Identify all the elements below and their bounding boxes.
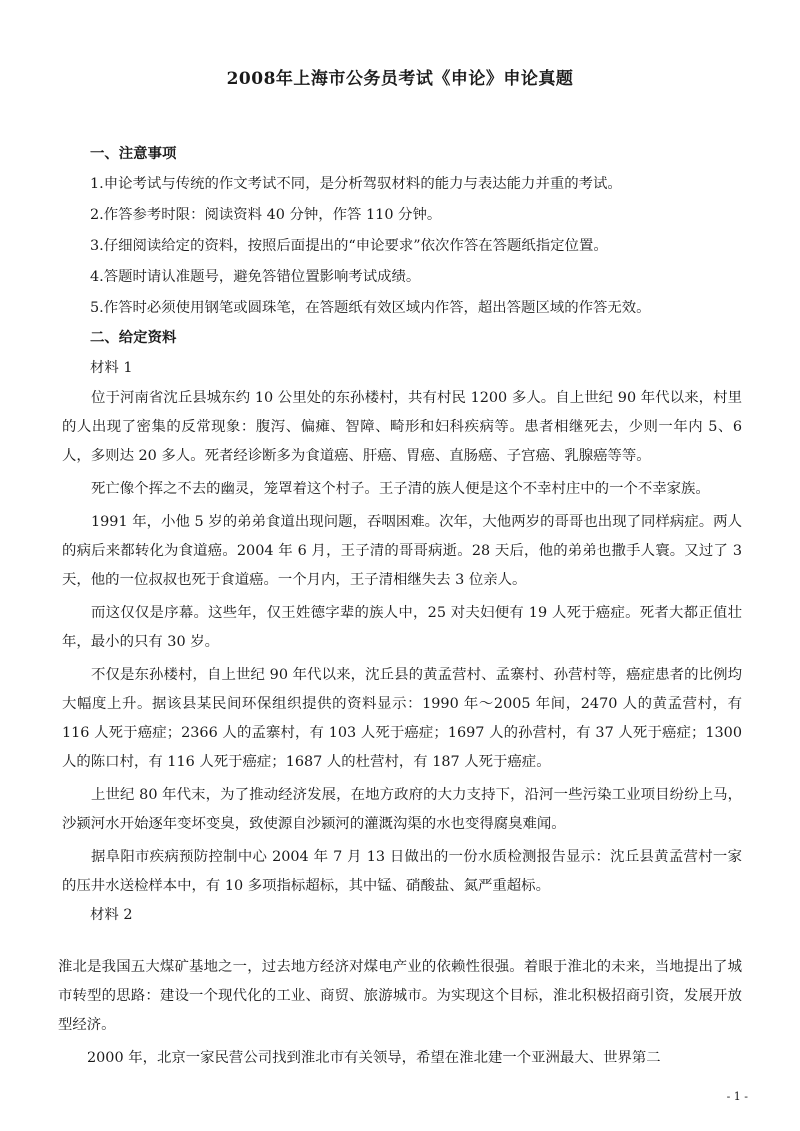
- paragraph: 2000 年，北京一家民营公司找到淮北市有关领导，希望在淮北建一个亚洲最大、世界第二: [87, 1050, 661, 1066]
- paragraph: 不仅是东孙楼村，自上世纪 90 年代以来，沈丘县的黄孟营村、孟寨村、孙营村等，癌症患者的比例均大幅度上升。据该县某民间环保组织提供的资料显示：1990 年～2005 年间，2470 人的黄孟营村，有 116 人死于癌症；2366 人的孟寨村，有 103 人死于癌症；1697 人的孙营村，有 37 人死于癌症；1300 人的陈口村，有 116 人死于癌症；1687 人的杜营村，有 187 人死于癌症。: [62, 667, 742, 770]
- page-number: - 1 -: [726, 1090, 748, 1103]
- material-2-text: [58, 953, 742, 1073]
- notice-item: 1.申论考试与传统的作文考试不同，是分析驾驭材料的能力与表达能力并重的考试。: [90, 176, 622, 192]
- material-2-label: 材料 2: [90, 907, 133, 923]
- paragraph: 淮北是我国五大煤矿基地之一，过去地方经济对煤电产业的依赖性很强。着眼于淮北的未来，当地提出了城市转型的思路：建设一个现代化的工业、商贸、旅游城市。为实现这个目标，淮北积极招商引资，发展开放型经济。: [58, 959, 742, 1033]
- paragraph: 而这仅仅是序幕。这些年，仅王姓德字辈的族人中，25 对夫妇便有 19 人死于癌症。死者大都正值壮年，最小的只有 30 岁。: [62, 605, 742, 650]
- section-heading-notice: 一、注意事项: [90, 146, 177, 162]
- material-1-text: [62, 384, 742, 901]
- material-1-label: 材料 1: [90, 360, 133, 376]
- paragraph: 1991 年，小他 5 岁的弟弟食道出现问题，吞咽困难。次年，大他两岁的哥哥也出现了同样病症。两人的病后来都转化为食道癌。2004 年 6 月，王子清的哥哥病逝。28 天后，他的弟弟也撒手人寰。又过了 3 天，他的一位叔叔也死于食道癌。一个月内，王子清相继失去 3 位亲人。: [62, 514, 742, 588]
- document-body: [58, 128, 742, 1073]
- paragraph: 位于河南省沈丘县城东约 10 公里处的东孙楼村，共有村民 1200 多人。自上世纪 90 年代以来，村里的人出现了密集的反常现象：腹泻、偏瘫、智障、畸形和妇科疾病等。患者相继死去，少则一年内 5、6 人，多则达 20 多人。死者经诊断多为食道癌、肝癌、胃癌、直肠癌、子宫癌、乳腺癌等等。: [62, 390, 742, 464]
- paragraph: 死亡像个挥之不去的幽灵，笼罩着这个村子。王子清的族人便是这个不幸村庄中的一个不幸家族。: [91, 481, 710, 497]
- paragraph: 上世纪 80 年代末，为了推动经济发展，在地方政府的大力支持下，沿河一些污染工业项目纷纷上马，沙颍河水开始逐年变坏变臭，致使源自沙颍河的灌溉沟渠的水也变得腐臭难闻。: [62, 787, 742, 832]
- paragraph: 据阜阳市疾病预防控制中心 2004 年 7 月 13 日做出的一份水质检测报告显示：沈丘县黄孟营村一家的压井水送检样本中，有 10 多项指标超标，其中锰、硝酸盐、氮严重超标。: [62, 849, 742, 894]
- notice-item: 5.作答时必须使用钢笔或圆珠笔，在答题纸有效区域内作答，超出答题区域的作答无效。: [90, 300, 651, 316]
- page-title: 2008年上海市公务员考试《申论》申论真题: [226, 69, 574, 89]
- notice-item: 2.作答参考时限：阅读资料 40 分钟，作答 110 分钟。: [90, 207, 442, 223]
- section-heading-materials: 二、给定资料: [90, 330, 177, 346]
- notice-item: 4.答题时请认准题号，避免答错位置影响考试成绩。: [90, 269, 421, 285]
- notice-item: 3.仔细阅读给定的资料，按照后面提出的“申论要求”依次作答在答题纸指定位置。: [90, 238, 608, 254]
- notice-list: [62, 174, 742, 318]
